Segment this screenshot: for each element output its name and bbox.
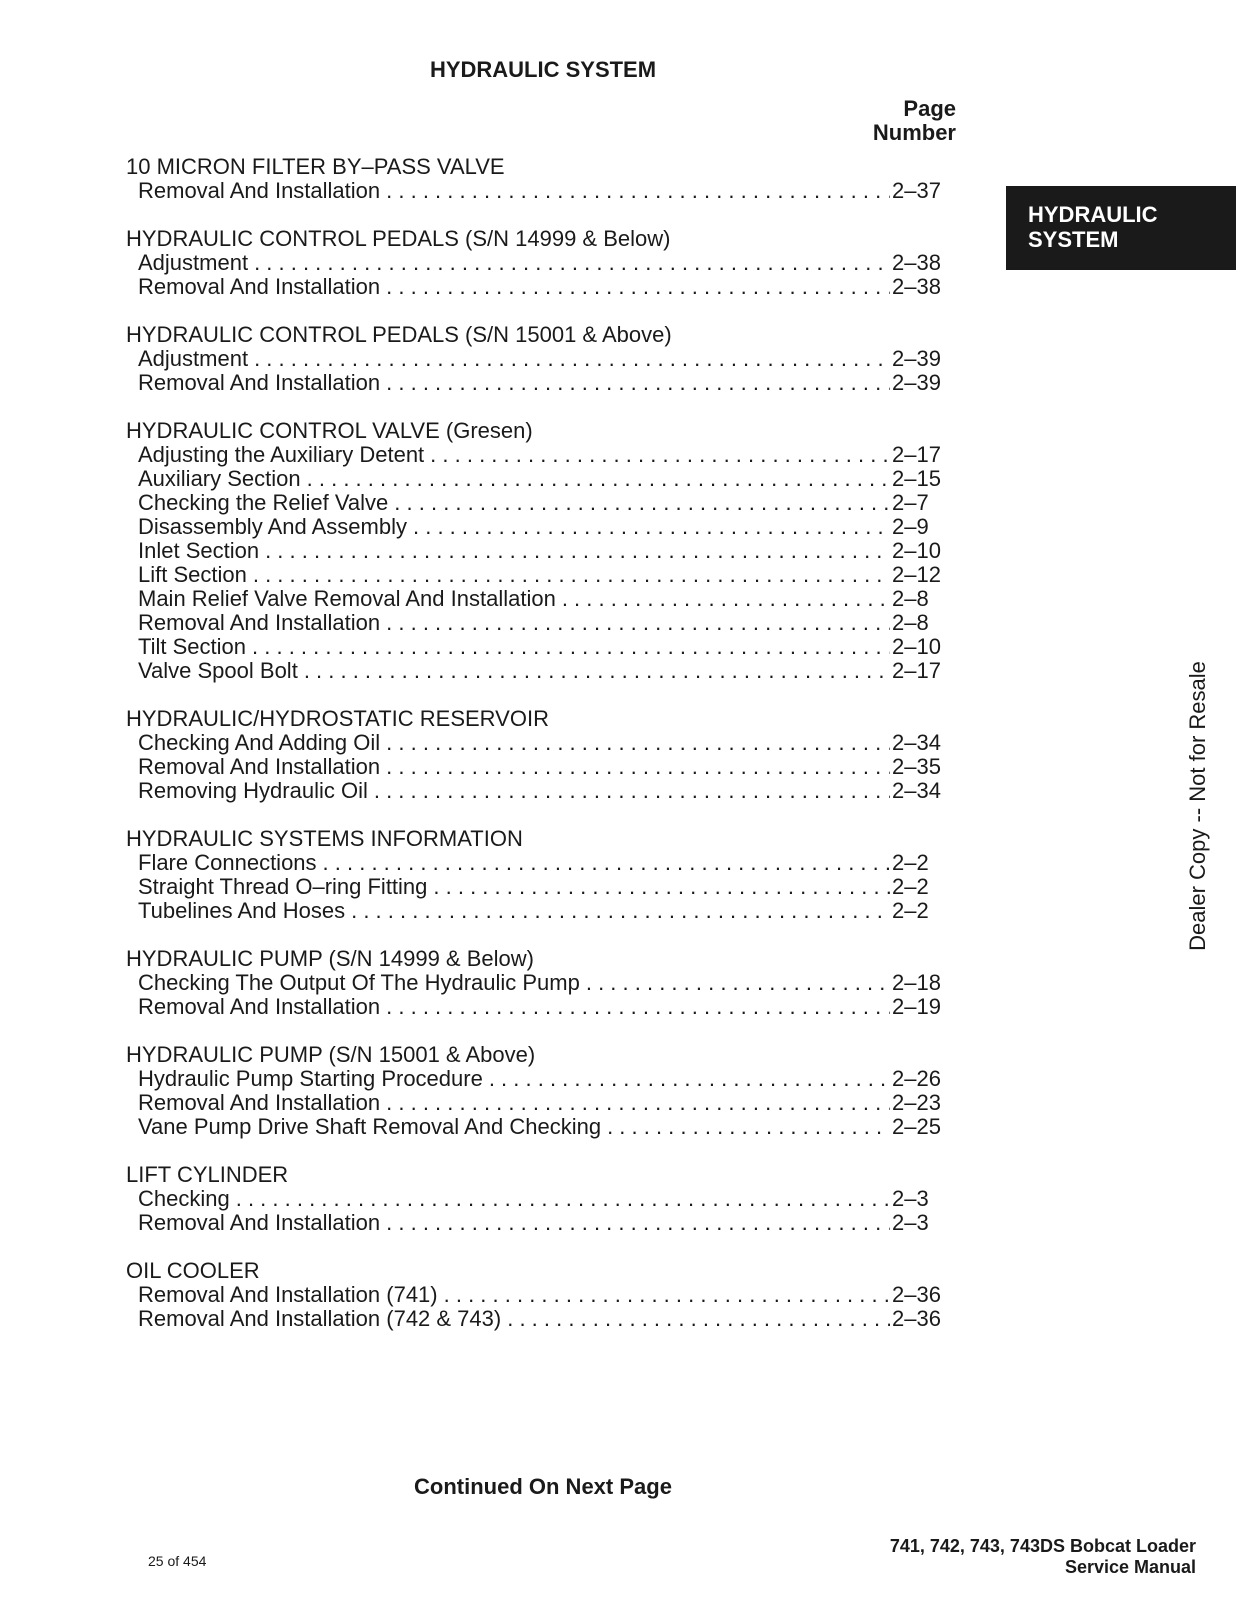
toc-entry-page-number: 2–36 <box>892 1282 941 1307</box>
section-tab <box>1006 186 1236 270</box>
dot-leader <box>386 995 890 1019</box>
toc-entry-label: Removal And Installation <box>138 994 381 1019</box>
toc-entry-label: Removal And Installation <box>138 178 381 203</box>
toc-entry-page-number: 2–7 <box>892 490 929 515</box>
toc-entry-label: Checking <box>138 1186 230 1211</box>
toc-entry-page-number: 2–15 <box>892 466 941 491</box>
toc-entry-label: Removal And Installation <box>138 1210 381 1235</box>
toc-entry-label: Adjustment <box>138 250 249 275</box>
toc-entry-page-number: 2–8 <box>892 610 929 635</box>
page-title: HYDRAULIC SYSTEM <box>429 57 657 82</box>
toc-entry-label: Removal And Installation <box>138 370 381 395</box>
toc-section <box>126 323 956 395</box>
dot-leader <box>507 1307 890 1331</box>
page-number-header-line2: Number <box>872 120 956 145</box>
toc-entry-page-number: 2–39 <box>892 370 941 395</box>
toc-entry <box>126 1283 956 1307</box>
toc-entry <box>126 1067 956 1091</box>
toc-entry-label: Tubelines And Hoses <box>138 898 346 923</box>
toc-section-heading: OIL COOLER <box>126 1258 260 1283</box>
toc-section-heading: HYDRAULIC CONTROL PEDALS (S/N 14999 & Below) <box>126 226 671 251</box>
toc-section <box>126 419 956 683</box>
toc-section <box>126 155 956 203</box>
toc-entry <box>126 611 956 635</box>
toc-entry-page-number: 2–38 <box>892 274 941 299</box>
toc-entry <box>126 635 956 659</box>
toc-section <box>126 227 956 299</box>
toc-entry-page-number: 2–19 <box>892 994 941 1019</box>
toc-entry-label: Flare Connections <box>138 850 317 875</box>
toc-entry-label: Vane Pump Drive Shaft Removal And Checking <box>138 1114 602 1139</box>
dot-leader <box>307 467 890 491</box>
toc-entry-page-number: 2–34 <box>892 730 941 755</box>
toc-entry-page-number: 2–26 <box>892 1066 941 1091</box>
toc-entry <box>126 971 956 995</box>
toc-entry-page-number: 2–34 <box>892 778 941 803</box>
dot-leader <box>433 875 890 899</box>
dot-leader <box>374 779 890 803</box>
dot-leader <box>323 851 890 875</box>
toc-section <box>126 947 956 1019</box>
toc-entry-label: Auxiliary Section <box>138 466 301 491</box>
dot-leader <box>254 251 890 275</box>
toc-section-heading: LIFT CYLINDER <box>126 1162 289 1187</box>
toc-entry <box>126 491 956 515</box>
toc-entry <box>126 563 956 587</box>
dot-leader <box>236 1187 890 1211</box>
toc-entry-page-number: 2–3 <box>892 1186 929 1211</box>
dot-leader <box>386 1091 890 1115</box>
toc-entry-page-number: 2–35 <box>892 754 941 779</box>
toc-entry-page-number: 2–12 <box>892 562 941 587</box>
toc-section <box>126 827 956 923</box>
toc-entry <box>126 275 956 299</box>
toc-section-heading: HYDRAULIC PUMP (S/N 15001 & Above) <box>126 1042 536 1067</box>
toc-entry-label: Inlet Section <box>138 538 260 563</box>
toc-entry-page-number: 2–37 <box>892 178 941 203</box>
toc-section <box>126 707 956 803</box>
toc-section-heading: HYDRAULIC SYSTEMS INFORMATION <box>126 826 523 851</box>
toc-section-heading: HYDRAULIC/HYDROSTATIC RESERVOIR <box>126 706 549 731</box>
watermark: Dealer Copy -- Not for Resale <box>1185 661 1210 951</box>
toc-entry <box>126 467 956 491</box>
toc-entry <box>126 875 956 899</box>
toc-entry-page-number: 2–10 <box>892 538 941 563</box>
dot-leader <box>586 971 890 995</box>
toc-entry-page-number: 2–38 <box>892 250 941 275</box>
toc-entry-label: Adjusting the Auxiliary Detent <box>138 442 425 467</box>
toc-entry <box>126 899 956 923</box>
toc-entry <box>126 755 956 779</box>
toc-entry-label: Main Relief Valve Removal And Installation <box>138 586 556 611</box>
toc-entry <box>126 659 956 683</box>
dot-leader <box>253 563 890 587</box>
toc-entry-label: Removal And Installation <box>138 1090 381 1115</box>
toc-entry-label: Disassembly And Assembly <box>138 514 407 539</box>
toc-entry-label: Checking the Relief Valve <box>138 490 389 515</box>
page-number-column-header <box>800 97 956 145</box>
footer-line2: Service Manual <box>1064 1557 1196 1577</box>
toc-entry <box>126 995 956 1019</box>
toc-section <box>126 1163 956 1235</box>
toc-entry-label: Checking The Output Of The Hydraulic Pump <box>138 970 580 995</box>
toc-entry-label: Adjustment <box>138 346 249 371</box>
dot-leader <box>394 491 890 515</box>
dot-leader <box>430 443 890 467</box>
continued-notice: Continued On Next Page <box>414 1474 672 1499</box>
toc-entry <box>126 1091 956 1115</box>
footer-manual-title <box>760 1536 1196 1578</box>
toc-entry-page-number: 2–9 <box>892 514 929 539</box>
toc-entry-page-number: 2–8 <box>892 586 929 611</box>
toc-entry-label: Lift Section <box>138 562 247 587</box>
dot-leader <box>562 587 890 611</box>
toc-entry-page-number: 2–36 <box>892 1306 941 1331</box>
dot-leader <box>489 1067 890 1091</box>
toc-entry <box>126 179 956 203</box>
toc-entry-page-number: 2–3 <box>892 1210 929 1235</box>
toc-entry <box>126 851 956 875</box>
section-tab-line2: SYSTEM <box>1028 227 1119 252</box>
toc-entry <box>126 587 956 611</box>
toc-entry-label: Removal And Installation <box>138 610 381 635</box>
toc-entry-label: Hydraulic Pump Starting Procedure <box>138 1066 483 1091</box>
toc-entry-page-number: 2–25 <box>892 1114 941 1139</box>
toc-entry-label: Removal And Installation (742 & 743) <box>138 1306 502 1331</box>
toc-entry <box>126 347 956 371</box>
toc-entry <box>126 779 956 803</box>
dot-leader <box>386 1211 890 1235</box>
toc-entry-label: Removal And Installation <box>138 274 381 299</box>
toc-entry <box>126 1187 956 1211</box>
footer-line1: 741, 742, 743, 743DS Bobcat Loader <box>889 1536 1196 1556</box>
page-number-header-line1: Page <box>903 96 956 121</box>
toc-entry-page-number: 2–2 <box>892 850 929 875</box>
page-counter: 25 of 454 <box>148 1553 207 1569</box>
toc-entry <box>126 1307 956 1331</box>
toc-section-heading: HYDRAULIC CONTROL PEDALS (S/N 15001 & Above) <box>126 322 672 347</box>
toc-entry <box>126 251 956 275</box>
table-of-contents <box>126 155 956 1355</box>
toc-entry-page-number: 2–17 <box>892 658 941 683</box>
dot-leader <box>386 731 890 755</box>
toc-section <box>126 1259 956 1331</box>
toc-entry-label: Checking And Adding Oil <box>138 730 381 755</box>
toc-entry-page-number: 2–2 <box>892 874 929 899</box>
toc-entry-label: Straight Thread O–ring Fitting <box>138 874 428 899</box>
toc-section-heading: 10 MICRON FILTER BY–PASS VALVE <box>126 154 505 179</box>
toc-entry-label: Valve Spool Bolt <box>138 658 298 683</box>
toc-entry-label: Removal And Installation <box>138 754 381 779</box>
dot-leader <box>607 1115 890 1139</box>
toc-entry-page-number: 2–23 <box>892 1090 941 1115</box>
toc-entry <box>126 515 956 539</box>
toc-section <box>126 1043 956 1139</box>
toc-entry <box>126 443 956 467</box>
toc-entry-page-number: 2–2 <box>892 898 929 923</box>
toc-entry <box>126 1211 956 1235</box>
dot-leader <box>304 659 890 683</box>
dot-leader <box>386 179 890 203</box>
toc-entry-page-number: 2–39 <box>892 346 941 371</box>
toc-entry-label: Removing Hydraulic Oil <box>138 778 368 803</box>
dot-leader <box>444 1283 890 1307</box>
toc-entry <box>126 731 956 755</box>
toc-section-heading: HYDRAULIC CONTROL VALVE (Gresen) <box>126 418 533 443</box>
toc-entry-page-number: 2–18 <box>892 970 941 995</box>
toc-entry-label: Tilt Section <box>138 634 247 659</box>
toc-entry <box>126 539 956 563</box>
toc-entry-page-number: 2–10 <box>892 634 941 659</box>
toc-entry <box>126 371 956 395</box>
toc-entry-label: Removal And Installation (741) <box>138 1282 438 1307</box>
toc-entry <box>126 1115 956 1139</box>
dot-leader <box>252 635 890 659</box>
section-tab-line1: HYDRAULIC <box>1028 202 1158 227</box>
dot-leader <box>386 371 890 395</box>
dot-leader <box>386 275 890 299</box>
toc-section-heading: HYDRAULIC PUMP (S/N 14999 & Below) <box>126 946 534 971</box>
toc-entry-page-number: 2–17 <box>892 442 941 467</box>
dot-leader <box>351 899 890 923</box>
dot-leader <box>254 347 890 371</box>
dot-leader <box>386 755 890 779</box>
dot-leader <box>386 611 890 635</box>
dot-leader <box>413 515 890 539</box>
dot-leader <box>265 539 890 563</box>
